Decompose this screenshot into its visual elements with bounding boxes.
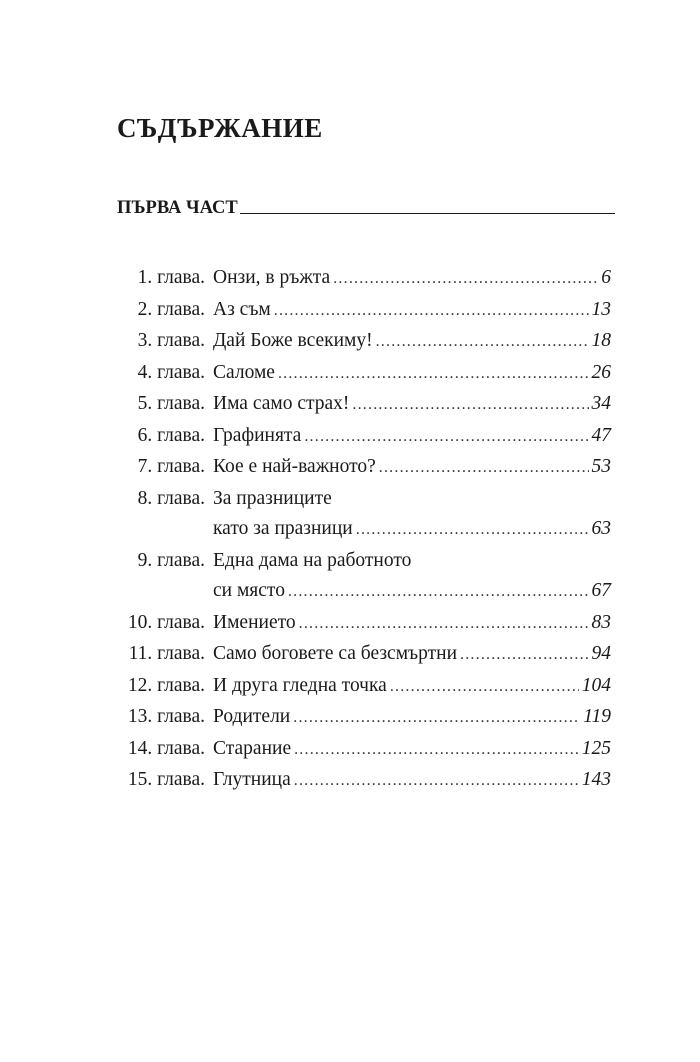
chapter-entry	[213, 639, 611, 671]
chapter-entry	[213, 421, 611, 453]
chapter-title: Онзи, в ръжта	[213, 267, 331, 288]
chapter-number: 12. глава.	[127, 674, 205, 696]
chapter-number: 5. глава.	[137, 393, 205, 414]
toc-entry	[108, 639, 611, 671]
chapter-title: Само боговете са безсмъртни	[213, 643, 458, 664]
page-number: 83	[591, 611, 611, 633]
chapter-entry	[213, 484, 611, 546]
dot-leader	[293, 703, 580, 734]
chapter-entry	[213, 546, 611, 608]
part-rule	[240, 213, 615, 214]
dot-leader	[304, 422, 588, 453]
chapter-title: Саломе	[213, 361, 275, 383]
dot-leader	[376, 327, 589, 358]
page-number: 18	[591, 330, 611, 351]
dot-leader	[274, 296, 589, 327]
chapter-title: като за празници	[213, 518, 353, 539]
dot-leader	[356, 515, 589, 546]
chapter-title: Графинята	[213, 424, 302, 446]
toc-entry	[108, 358, 611, 390]
chapter-number: 14. глава.	[127, 737, 205, 759]
chapter-entry	[213, 608, 611, 640]
page-number: 67	[591, 580, 611, 601]
toc-entry	[108, 326, 611, 358]
chapter-title: За празниците	[213, 487, 332, 509]
part-heading	[117, 190, 615, 220]
chapter-number: 1. глава.	[137, 267, 205, 288]
toc-entry	[108, 765, 611, 797]
toc-entry	[108, 608, 611, 640]
dot-leader	[294, 766, 579, 797]
toc-entry	[108, 484, 611, 546]
chapter-number: 6. глава.	[137, 424, 205, 446]
page-number: 13	[591, 298, 611, 320]
dot-leader	[390, 672, 579, 703]
dot-leader	[288, 577, 589, 608]
dot-leader	[352, 390, 588, 421]
chapter-title: И друга гледна точка	[213, 674, 387, 696]
chapter-entry	[213, 263, 611, 295]
chapter-title: си място	[213, 580, 285, 601]
page-number: 94	[591, 643, 611, 664]
chapter-number: 10. глава.	[127, 611, 205, 633]
chapter-number: 13. глава.	[127, 706, 205, 727]
chapter-title: Дай Боже всекиму!	[213, 330, 373, 351]
toc-entry	[108, 452, 611, 484]
chapter-entry	[213, 295, 611, 327]
dot-leader	[299, 609, 589, 640]
dot-leader	[294, 735, 579, 766]
dot-leader	[379, 453, 589, 484]
chapter-number: 3. глава.	[137, 330, 205, 351]
chapter-number: 9. глава.	[137, 549, 205, 571]
chapter-title: Глутница	[213, 769, 291, 790]
chapter-number: 2. глава.	[137, 298, 205, 320]
chapter-number: 15. глава.	[127, 769, 205, 790]
chapter-title: Една дама на работното	[213, 549, 412, 571]
page-number: 143	[581, 769, 611, 790]
toc-entry	[108, 389, 611, 421]
dot-leader	[278, 359, 589, 390]
chapter-number: 4. глава.	[137, 361, 205, 383]
chapter-title: Аз съм	[213, 298, 271, 320]
toc-entry	[108, 671, 611, 703]
chapter-entry	[213, 326, 611, 358]
chapter-title: Родители	[213, 706, 291, 727]
chapter-number: 8. глава.	[137, 487, 205, 509]
page-number: 26	[591, 361, 611, 383]
toc-entry	[108, 546, 611, 608]
toc-entry	[108, 263, 611, 295]
page-number: 125	[581, 737, 611, 759]
chapter-title: Има само страх!	[213, 393, 350, 414]
page-number: 63	[591, 518, 611, 539]
table-of-contents	[108, 263, 611, 797]
toc-entry	[108, 734, 611, 766]
page-number: 119	[583, 706, 611, 727]
toc-entry	[108, 295, 611, 327]
part-label: ПЪРВА ЧАСТ	[117, 198, 238, 218]
chapter-entry	[213, 389, 611, 421]
toc-entry	[108, 702, 611, 734]
page-number: 104	[581, 674, 611, 696]
chapter-entry	[213, 358, 611, 390]
chapter-entry	[213, 734, 611, 766]
page-number: 47	[591, 424, 611, 446]
chapter-title: Старание	[213, 737, 292, 759]
chapter-entry	[213, 452, 611, 484]
chapter-title: Кое е най-важното?	[213, 456, 376, 477]
page-title: СЪДЪРЖАНИЕ	[117, 113, 323, 143]
toc-entry	[108, 421, 611, 453]
chapter-number: 11. глава.	[128, 643, 205, 664]
page-number: 6	[601, 267, 611, 288]
chapter-entry	[213, 765, 611, 797]
page-number: 53	[591, 456, 611, 477]
chapter-entry	[213, 702, 611, 734]
dot-leader	[460, 640, 588, 671]
chapter-entry	[213, 671, 611, 703]
chapter-number: 7. глава.	[137, 456, 205, 477]
page-number: 34	[591, 393, 611, 414]
dot-leader	[333, 264, 598, 295]
chapter-title: Имението	[213, 611, 296, 633]
